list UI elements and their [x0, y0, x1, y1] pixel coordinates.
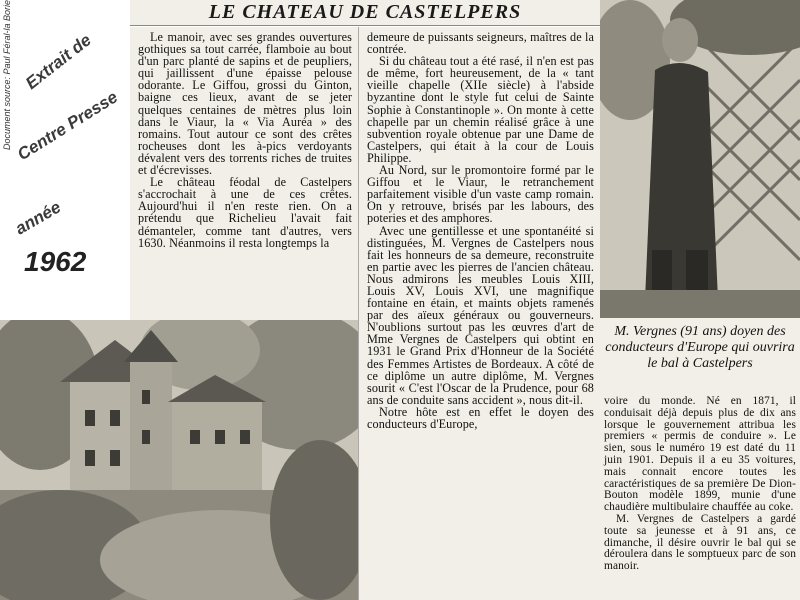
- photo-m-vergnes: [600, 0, 800, 318]
- note-year: 1962: [24, 246, 87, 277]
- note-annee: année: [12, 197, 65, 239]
- annotation-area: [0, 0, 130, 320]
- article-column-2: [358, 27, 600, 600]
- document-source: Document source: Paul Féral-la Borie: [2, 0, 12, 150]
- paragraph: Si du château tout a été rasé, il n'en est pas de même, fort heureusement, de la « tant vieille chapelle (XIIe siècle) à l'abside byzantine dont le style fut celui de Sainte Sophie à Constantinople ». On monte à cette chapelle par un chemin réalisé grâce à une subvention royale obtenue par une Dame de Castelpers, qui était à la cour de Louis Philippe.: [367, 54, 594, 165]
- paragraph: voire du monde. Né en 1871, il conduisait déjà depuis plus de dix ans lorsque le gouvernement attribua les premiers « permis de conduire ». Le sien, sous le numéro 19 est daté du 11 juin 1901. Depuis il a eu 35 voitures, mais connait encore toutes les caractéristiques de sa première De Dion-Bouton modèle 1899, munie d'une chaudière multibulaire chauffée au coke.: [604, 396, 796, 514]
- portrait-illustration: [600, 0, 800, 318]
- chateau-illustration: [0, 320, 358, 600]
- paragraph: Au Nord, sur le promontoire formé par le Giffou et le Viaur, le retranchement parfaitement visible d'un vaste camp romain. On y retrouve, brisés par les labours, des poteries et des amphores.: [367, 163, 594, 226]
- photo-chateau: [0, 320, 358, 600]
- note-extrait: Extrait de: [22, 30, 95, 93]
- paragraph: M. Vergnes de Castelpers a gardé toute sa jeunesse et à 91 ans, ce dimanche, il désire ouvrir le bal qui se déroulera dans le somptueux parc de son manoir.: [604, 512, 796, 573]
- paragraph: Le château féodal de Castelpers s'accrochait à une de ces crêtes. Aujourd'hui il n'en reste rien. On a prétendu que Richelieu l'avait fait démanteler, comme tant d'autres, vers 1630. Néanmoins il resta longtemps la: [138, 175, 352, 250]
- paragraph: Le manoir, avec ses grandes ouvertures gothiques sa tout carrée, flamboie au bout d'un parc planté de sapins et de peupliers, qui jaillissent d'une épaisse pelouse odorante. Le Giffou, grossi du Ginton, baigne ces lieux, avant de se jeter quelques centaines de mètres plus loin dans le Viaur, la « Via Auréa » des romains. Tout autour ce sont des crêtes rocheuses dont les à-pics verdoyants dévalent vers des torrents riches de truites et d'écrevisses.: [138, 30, 352, 178]
- photo-caption: M. Vergnes (91 ans) doyen des conducteurs d'Europe qui ouvrira le bal à Castelpers: [600, 318, 800, 396]
- note-publication: Centre Presse: [14, 87, 122, 165]
- paragraph: demeure de puissants seigneurs, maîtres de la contrée.: [367, 30, 594, 57]
- paragraph: Avec une gentillesse et une spontanéité si distinguées, M. Vergnes de Castelpers nous fait les honneurs de sa demeure, reconstruite en partie avec les pierres de l'ancien château. Nous admirons les meubles Louis XIII, Louis XV, Louis XVI, une magnifique fontaine en étain, et maints objets ramenés par des aïeux généraux ou gouverneurs. N'oublions surtout pas les œuvres d'art de Mme Vergnes de Castelpers qui obtint en 1931 le Grand Prix d'Honneur de la Société des Femmes Artistes de Bordeaux. A côté de ce diplôme un autre diplôme, M. Vergnes sourit « C'est l'Oscar de la Prudence, pour 68 ans de conduite sans accident », nous dit-il.: [367, 223, 594, 407]
- article-headline: LE CHATEAU DE CASTELPERS: [130, 0, 600, 26]
- article-column-3: [600, 396, 800, 600]
- article-column-1: [130, 27, 358, 320]
- paragraph: Notre hôte est en effet le doyen des conducteurs d'Europe,: [367, 404, 594, 431]
